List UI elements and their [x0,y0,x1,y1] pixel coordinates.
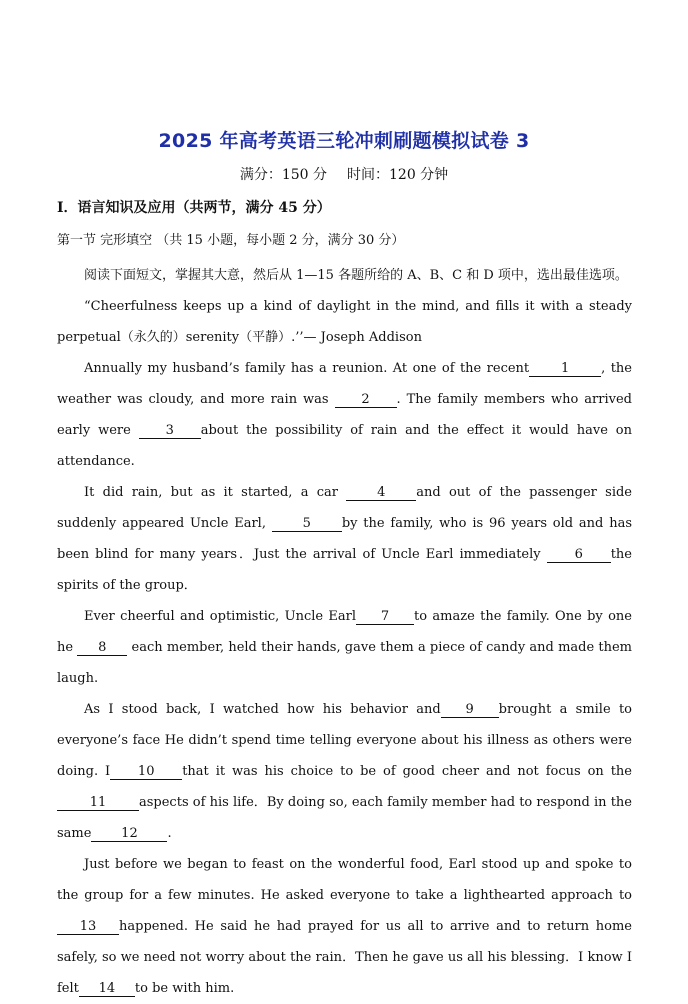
text-run: . [167,826,172,841]
text-run: the spirits of the group． [57,547,632,593]
text-run: Ever cheerful and optimistic, Uncle Earl [84,609,357,624]
blank-3: 3 [139,424,201,439]
blank-14: 14 [79,982,135,997]
blank-10: 10 [110,765,182,780]
blank-7: 7 [356,610,414,625]
paragraph-5 [57,849,632,1004]
exam-meta [0,164,688,184]
blank-2: 2 [335,393,397,408]
blank-5: 5 [272,517,342,532]
blank-11: 11 [57,796,139,811]
blank-4: 4 [346,486,416,501]
blank-1: 1 [529,362,601,377]
blank-8: 8 [77,641,127,656]
blank-6: 6 [547,548,611,563]
text-run: about the possibility of rain and the effect it would have on attendance. [57,423,632,469]
exam-time: 时间：120 分钟 [347,167,449,183]
text-run: It did rain, but as it started, a car [84,485,338,500]
text-run: aspects of his life．By doing so, each family member had to respond in the same [57,795,632,841]
text-run: brought a smile to everyone’s face He didn’t spend time telling everyone about his illness as others were doing. I [57,702,633,779]
paragraph-2 [57,477,632,601]
text-run: that it was his choice to be of good cheer and not focus on the [182,764,633,779]
full-score: 满分：150 分 [239,167,327,183]
paragraph-3 [57,601,632,694]
exam-title: 2025 年高考英语三轮冲刺刷题模拟试卷 3 [158,130,530,152]
blank-9: 9 [441,703,499,718]
text-run: and out of the passenger side suddenly appeared Uncle Earl, [57,485,632,531]
text-run: by the family, who is 96 years old and has been blind for many years．Just the arrival of Uncle Earl immediately [57,516,632,562]
text-run: Just before we began to feast on the wonderful food, Earl stood up and spoke to the group for a few minutes. He asked everyone to take a lighthearted approach to [57,857,632,903]
blank-12: 12 [91,827,167,842]
paragraph-4 [57,694,632,849]
text-run: , the weather was cloudy, and more rain was [57,361,633,407]
text-run: Annually my husband’s family has a reunion. At one of the recent [84,361,530,376]
quote-paragraph: “Cheerfulness keeps up a kind of daylight in the mind, and fills it with a steady perpetual（永久的）serenity（平静）.’’— Joseph Addison [57,299,632,345]
paragraph-1 [57,353,632,477]
passage-body [57,260,632,1004]
text-run: As I stood back, I watched how his behavior and [84,702,441,717]
text-run: to amaze the family. One by one he [57,609,633,655]
text-run: each member, held their hands, gave them a piece of candy and made them laugh. [57,640,632,686]
part-heading: 第一节 完形填空 （共 15 小题，每小题 2 分，满分 30 分） [57,233,405,248]
blank-13: 13 [57,920,119,935]
text-run: happened. He said he had prayed for us all to arrive and to return home safely, so we need not worry about the rain．Then he gave us all his blessing．I know I felt [57,919,632,996]
text-run: to be with him. [134,981,235,996]
instructions: 阅读下面短文，掌握其大意，然后从 1—15 各题所给的 A、B、C 和 D 项中，选出最佳选项。 [84,268,628,283]
text-run: . The family members who arrived early were [57,392,632,438]
section-heading: I．语言知识及应用（共两节，满分 45 分） [57,200,331,216]
